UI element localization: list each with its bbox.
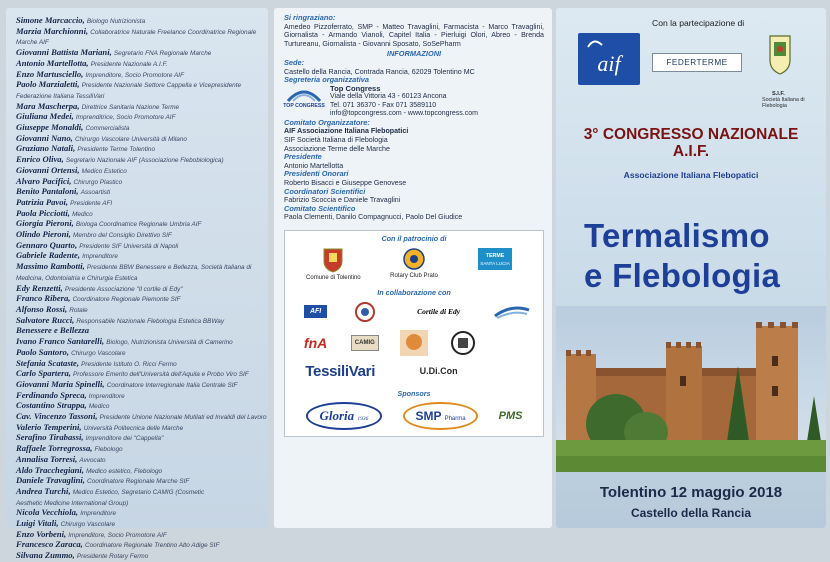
gloria-logo	[306, 402, 383, 430]
person-role: Rotale	[69, 306, 88, 314]
person-role: Università Politecnica delle Marche	[83, 424, 184, 432]
sede-text: Castello della Rancia, Contrada Rancia, 62029 Tolentino MC	[284, 67, 475, 76]
tessilivari-logo: TessiliVari	[305, 362, 376, 380]
segreteria-line: info@topcongress.com - www.topcongress.com	[330, 110, 478, 118]
person-name: Valerio Temperini,	[16, 421, 82, 432]
person-name: Salvatore Rucci,	[16, 314, 75, 325]
person-role: Direttrice Sanitaria Nazione Terme	[81, 103, 180, 111]
person-name: Aldo Tracchegiani,	[16, 464, 84, 475]
person-name: Serafino Tirabassi,	[16, 432, 84, 443]
person-role: Coordinatore Regionale Trentino Alto Adige SIF	[84, 542, 220, 550]
person-name: Paolo Marzialetti,	[16, 79, 80, 90]
segreteria-line: Viale della Vittoria 43 - 60123 Ancona	[330, 93, 447, 101]
info-panel	[274, 8, 552, 528]
person-name: Stefania Scataste,	[16, 357, 80, 368]
person-entry	[16, 262, 260, 273]
smp-text: SMP	[415, 408, 442, 423]
presidente-label: Presidente	[284, 152, 322, 162]
person-role: Aesthetic Medicine International Group)	[16, 499, 129, 507]
coordinatori-label: Coordinatori Scientifici	[284, 186, 366, 196]
person-name: Marzia Marchionni,	[16, 25, 89, 36]
federterme-logo: FEDERTERME	[652, 53, 742, 72]
person-role: Imprenditore	[82, 253, 118, 261]
person-entry	[16, 80, 260, 91]
person-name: Cav. Vincenzo Tassoni,	[16, 411, 98, 422]
comitato-org-line: AIF Associazione Italiana Flebopatici	[284, 127, 409, 136]
thanks-text: Amedeo Pizzoferrato, SMP - Matteo Travaglini, Farmacista - Marco Travaglini, Giornalista - Armando Vianoli, Capitel Italia - Pierluigi Olori, Abreo - Brenda Turtureanu, Giornalista - Giovanni Sposato, SoSePharm	[284, 22, 544, 48]
rotary-wheel-icon	[402, 247, 426, 271]
person-role: Responsabile Nazionale Flebologia Estetica BBWay	[76, 317, 225, 325]
person-role: Imprenditore	[80, 510, 117, 518]
patrocinio-caption: Rotary Club Prato	[390, 272, 438, 279]
gloria-text: Gloria	[319, 407, 355, 423]
person-name: Enzo Martusciello,	[16, 68, 84, 79]
person-role: Membro del Consiglio Direttivo SIF	[73, 232, 172, 240]
segreteria-label: Segreteria organizzativa	[284, 75, 370, 85]
person-role: Presidente BBW Benessere e Bellezza, Società Italiana di	[86, 264, 252, 272]
person-name: Paola Picciotti,	[16, 207, 70, 218]
person-name: Andrea Turchi,	[16, 485, 71, 496]
person-name: Annalisa Torresi,	[16, 453, 78, 464]
person-entry	[16, 551, 260, 562]
person-name: Enrico Oliva,	[16, 154, 64, 165]
udicon-logo: U.Di.Con	[419, 366, 458, 377]
comitato-sci: Paola Clementi, Danilo Compagnucci, Paolo Del Giudice	[284, 213, 463, 222]
person-role: Chirurgo Vascolare	[60, 521, 116, 529]
person-role: Chirurgo Vascolare Università di Milano	[74, 135, 187, 143]
person-name: Enzo Vorbeni,	[16, 528, 67, 539]
info-heading: INFORMAZIONI	[386, 49, 442, 59]
event-place: Castello della Rancia	[630, 506, 752, 520]
congress-line-2: A.I.F.	[672, 143, 710, 160]
sif-name: Società Italiana di Flebologia	[762, 97, 805, 109]
person-role: Coordinatore Regionale Piemonte SIF	[72, 296, 181, 304]
smp-sub: Pharma	[444, 415, 466, 422]
person-role: Medico Estetico	[81, 167, 127, 175]
person-role: Medico	[72, 210, 93, 218]
onorari: Roberto Bisacci e Giuseppe Genovese	[284, 178, 407, 187]
person-role: Collaboratrice Naturale Freelance Coordinatrice Regionale	[90, 28, 257, 36]
partecipazione-label: Con la partecipazione di	[652, 18, 745, 28]
person-name: Giovanni Maria Spinelli,	[16, 378, 105, 389]
person-name: Silvana Zummo,	[16, 550, 75, 561]
onorari-label: Presidenti Onorari	[284, 169, 349, 179]
person-role: Biologo Nutrizionista	[86, 18, 146, 25]
pms-logo: PMS	[498, 409, 523, 422]
sif-abbr: S.I.F.	[772, 91, 785, 97]
collab-logo-emblem	[348, 301, 382, 323]
congress-title	[556, 126, 826, 160]
person-role: Presidente AFI	[70, 199, 113, 207]
person-role: Presidente Nazionale Settore Cappella e Vicepresidente	[81, 82, 242, 90]
person-name: Gabriele Radente,	[16, 250, 80, 261]
person-role: Presidente Terme Tolentino	[77, 146, 156, 154]
event-date: Tolentino 12 maggio 2018	[599, 484, 783, 501]
person-role: Assoartisti	[80, 189, 111, 197]
person-role: Segretario Nazionale AIF (Associazione Flebobiologica)	[65, 157, 224, 165]
topcongress-logo	[284, 85, 324, 111]
afi-logo: AFI	[304, 305, 327, 318]
comitato-org-line: SIF Società Italiana di Flebologia	[284, 135, 388, 144]
person-name: Ferdinando Spreca,	[16, 389, 87, 400]
person-role: Imprenditore	[88, 392, 125, 400]
person-role: Biologo, Nutrizionista Università di Camerino	[106, 339, 233, 347]
person-role: Marche AIF	[16, 39, 49, 47]
sponsors-heading: Sponsors	[397, 388, 431, 398]
person-name: Mara Mascherpa,	[16, 100, 80, 111]
congress-line-1: 3° CONGRESSO NAZIONALE	[583, 126, 799, 143]
person-name: Benessere e Bellezza	[16, 325, 90, 336]
person-role: Presidente Nazionale A.I.F.	[90, 60, 168, 68]
segreteria-line: Tel. 071 36370 - Fax 071 3589110	[330, 101, 437, 109]
person-role: Professore Emerito dell'Università dell'Aquila e Probo Viro SIF	[73, 371, 249, 379]
person-entry	[16, 487, 260, 498]
person-name: Carlo Spartera,	[16, 368, 71, 379]
aif-logo-text: aif	[597, 51, 621, 76]
swoosh-logo	[493, 304, 531, 320]
person-name: Paolo Santoro,	[16, 346, 70, 357]
person-name: Costantino Strappa,	[16, 400, 87, 411]
person-role: Presidente SIF Università di Napoli	[79, 242, 179, 250]
logos-box	[284, 230, 544, 437]
segreteria-name: Top Congress	[330, 83, 381, 93]
person-role: Coordinatore Regionale Marche SIF	[87, 478, 190, 486]
terme-santa-lucia-logo	[460, 247, 530, 271]
person-name: Franco Ribera,	[16, 293, 71, 304]
comune-tolentino-logo	[298, 247, 368, 281]
person-role: Medico estetico, Flebologo	[86, 467, 163, 475]
person-name: Raffaele Torregrossa,	[16, 443, 93, 454]
person-name: Giovanni Battista Mariani,	[16, 47, 112, 58]
castle-image	[556, 306, 826, 472]
person-name: Edy Renzetti,	[16, 282, 63, 293]
camig-logo: CAMIG	[351, 335, 379, 351]
presidente: Antonio Martellotta	[284, 161, 344, 170]
person-name: Simone Marcaccio,	[16, 15, 85, 25]
person-role: Presidente Istituto O. Ricci Fermo	[81, 360, 177, 368]
person-role: Medicina, Odontoiatria e Chirurgia Estetica	[16, 274, 138, 282]
person-role: Flebologo	[94, 446, 123, 454]
collaborazione-heading: In collaborazione con	[377, 287, 451, 297]
person-role: Avvocato	[79, 456, 106, 464]
svg-text:SANTA LUCIA: SANTA LUCIA	[479, 260, 510, 266]
main-title	[584, 216, 780, 296]
person-name: Benito Pantaloni,	[16, 186, 79, 197]
person-name: Francesco Zaraca,	[16, 539, 83, 550]
person-role: Chirurgo Plastico	[73, 178, 123, 186]
person-name: Olindo Pieroni,	[16, 229, 71, 240]
person-role: Presidente Associazione "Il cortile di Edy"	[64, 285, 183, 293]
person-name: Gennaro Quarto,	[16, 239, 78, 250]
person-role: Federazione Italiana TessiliVari	[16, 92, 105, 100]
people-panel	[6, 8, 268, 561]
person-role: Medico Estetico, Segretario CAMIG (Cosmetic	[72, 488, 205, 496]
coordinatori: Fabrizio Scoccia e Daniele Travaglini	[284, 196, 401, 205]
person-name: Luigi Vitali,	[16, 518, 59, 529]
person-role: Presidente Rotary Fermo	[76, 553, 149, 561]
svg-text:TERME: TERME	[485, 252, 504, 259]
person-name: Graziano Natali,	[16, 143, 76, 154]
person-entry	[16, 27, 260, 38]
person-role: Commercialista	[85, 125, 130, 133]
person-name: Ivano Franco Santarelli,	[16, 336, 105, 347]
smp-logo	[403, 402, 477, 430]
person-role: Imprenditore, Socio Promotore AIF	[68, 531, 167, 539]
person-name: Giuliana Medei,	[16, 111, 74, 122]
person-role: Presidente Unione Nazionale Mutilati ed Invalidi del Lavoro	[99, 414, 267, 422]
person-name: Alvaro Pacifici,	[16, 175, 72, 186]
sede-label: Sede:	[284, 57, 305, 67]
comitato-org-line: Associazione Terme delle Marche	[284, 144, 390, 153]
person-role: Segretario FNA Regionale Marche	[113, 50, 212, 58]
thanks-heading: Si ringraziano:	[284, 13, 336, 22]
person-name: Alfonso Rossi,	[16, 303, 68, 314]
congress-subtitle: Associazione Italiana Flebopatici	[623, 170, 759, 180]
fna-logo: fnA	[303, 334, 328, 351]
patrocinio-heading: Con il patrocinio di	[381, 233, 447, 243]
person-name: Giovanni Nano,	[16, 132, 73, 143]
person-role: Biologa Coordinatrice Regionale Umbria AIF	[75, 221, 202, 229]
person-role: Chirurgo Vascolare	[71, 349, 126, 357]
patrocinio-caption: Comune di Tolentino	[306, 274, 361, 281]
sif-crest-icon	[768, 34, 792, 76]
gloria-year: 1936	[357, 415, 369, 422]
comitato-org-label: Comitato Organizzatore:	[284, 117, 370, 127]
title-line-1: Termalismo	[584, 217, 770, 254]
topcongress-logo-text: TOP CONGRESS	[283, 102, 325, 109]
person-role: Coordinatore Interregionale Italia Centrale SIF	[106, 381, 238, 389]
person-name: Giovanni Ortensi,	[16, 164, 80, 175]
collab-logo-round	[450, 330, 476, 356]
person-name: Patrizia Pavoi,	[16, 196, 69, 207]
rotary-logo	[379, 247, 449, 279]
person-role: Imprenditore dei "Cappella"	[85, 435, 164, 443]
title-line-2: e Flebologia	[584, 257, 781, 294]
person-name: Giorgia Pieroni,	[16, 218, 74, 229]
collab-logo-square	[399, 329, 429, 357]
person-role: Medico	[88, 403, 110, 411]
people-list	[6, 8, 268, 562]
cortile-edy-logo: Cortile di Edy	[417, 307, 461, 317]
person-name: Giuseppe Monaldi,	[16, 122, 84, 133]
aif-logo	[578, 33, 640, 85]
person-name: Massimo Rambotti,	[16, 261, 85, 272]
person-role: Imprenditore, Socio Promotore AIF	[85, 71, 184, 79]
person-name: Antonio Martellotta,	[16, 57, 89, 68]
cover-panel	[556, 8, 826, 528]
comitato-sci-label: Comitato Scientifico	[284, 203, 356, 213]
crest-icon	[322, 247, 344, 273]
person-name: Daniele Travaglini,	[16, 475, 85, 486]
person-name: Nicola Vecchiola,	[16, 507, 79, 518]
person-role: Imprenditrice, Socio Promotore AIF	[75, 114, 176, 122]
